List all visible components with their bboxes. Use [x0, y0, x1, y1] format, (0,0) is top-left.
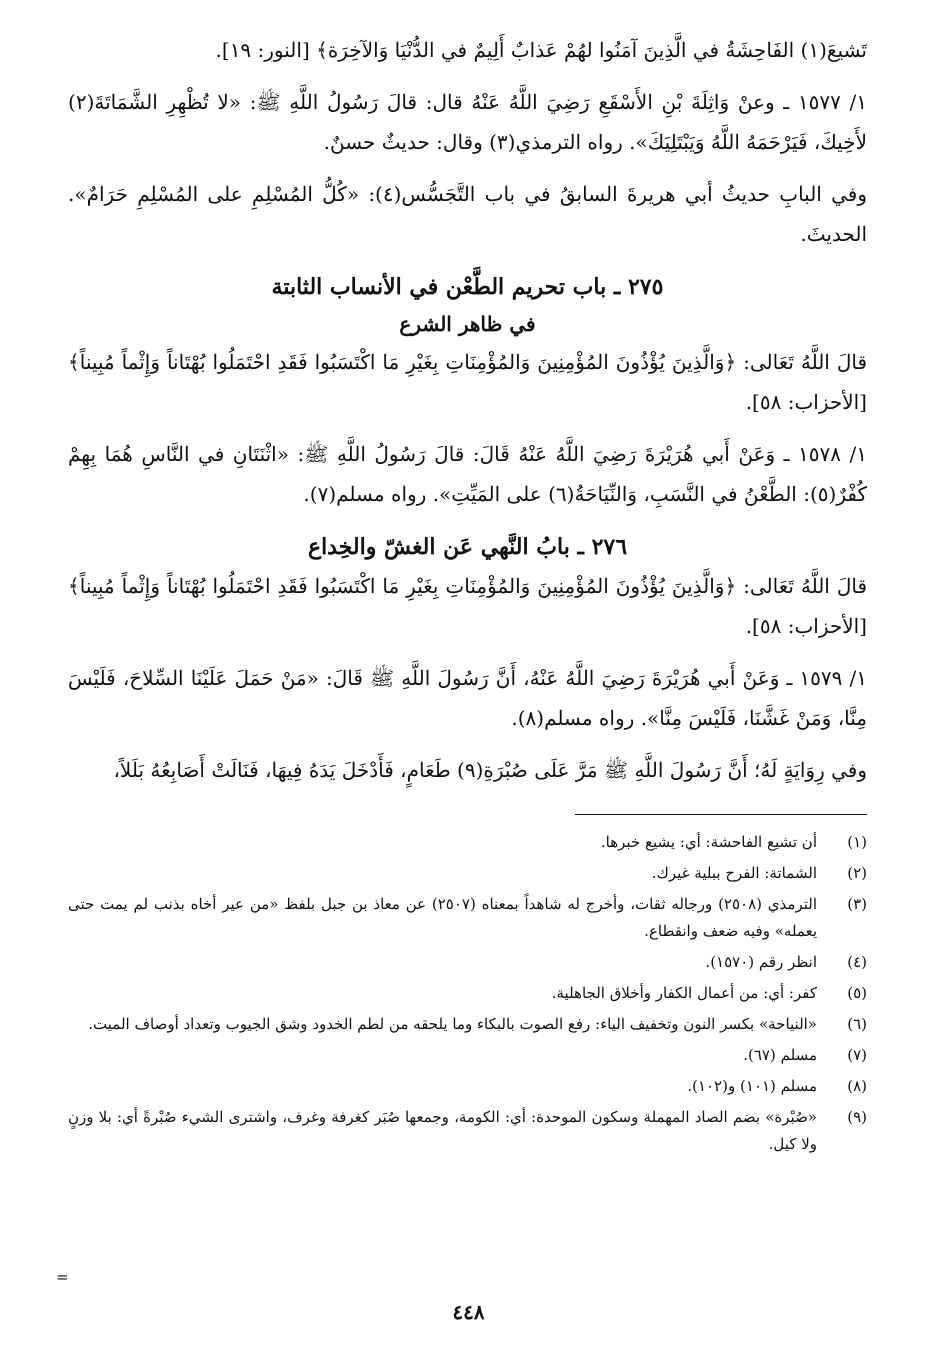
footnote — [68, 1011, 867, 1038]
section-275-subtitle: في ظاهر الشرع — [399, 312, 536, 336]
footnote-number: (٦) — [847, 1015, 867, 1033]
footnote-text: مسلم (٦٧). — [743, 1046, 817, 1064]
footnote-text: كفر: أي: من أعمال الكفار وأخلاق الجاهلية. — [551, 984, 817, 1002]
footnote-number: (٢) — [847, 864, 867, 882]
section-275-verse: قالَ اللَّهُ تَعَالى: ﴿وَالَّذِينَ يُؤْذُونَ المُؤْمِنِينَ وَالمُؤْمِنَاتِ بِغَيْرِ مَا اكْتَسَبُوا فَقَدِ احْتَمَلُوا بُهْتَاناً وَإِثْماً مُبِيناً﴾ [الأحزاب: ٥٨]. — [68, 350, 868, 414]
footnote-text: أن تشيع الفاحشة: أي: يشيع خبرها. — [600, 833, 817, 851]
hadith-1579: ١/ ١٥٧٩ ـ وَعَنْ أَبي هُرَيْرَةَ رَضِيَ اللَّهُ عَنْهُ، أَنَّ رَسُولَ اللَّهِ ﷺ قَالَ: «مَنْ حَمَلَ عَلَيْنَا السِّلاحَ، فَلَيْسَ مِنَّا، وَمَنْ غَشَّنَا، فَلَيْسَ مِنَّا». رواه مسلم(٨). — [68, 666, 867, 730]
footnote — [68, 860, 867, 887]
footnote — [68, 1104, 867, 1158]
footnote — [68, 829, 867, 856]
hadith-1577: ١/ ١٥٧٧ ـ وعنْ وَاثِلَةَ بْنِ الأَسْقَعِ رَضِيَ اللَّهُ عَنْهُ قال: قالَ رَسُولُ اللَّهِ ﷺ: «لا تُظْهِرِ الشَّمَاتَةَ(٢) لأَخِيكَ، فَيَرْحَمَهُ اللَّهُ وَيَبْتَلِيَكَ». رواه الترمذي(٣) وقال: حديثٌ حسنٌ. — [68, 90, 867, 154]
footnote-number: (٩) — [847, 1108, 867, 1126]
section-276-verse: قالَ اللَّهُ تَعَالى: ﴿وَالَّذِينَ يُؤْذُونَ المُؤْمِنِينَ وَالمُؤْمِنَاتِ بِغَيْرِ مَا اكْتَسَبُوا فَقَدِ احْتَمَلُوا بُهْتَاناً وَإِثْماً مُبِيناً﴾ [الأحزاب: ٥٨]. — [68, 574, 868, 638]
body-paragraph-1: تَشيعَ(١) الفَاحِشَةُ في الَّذِينَ آمَنُوا لهُمْ عَذابٌ أَلِيمٌ في الدُّنْيَا وَالآخِرَة﴾ [النور: ١٩]. — [215, 38, 867, 62]
body-paragraph-3: وفي البابِ حديثُ أبي هريرةَ السابقُ في باب التَّجَسُّس(٤): «كُلُّ المُسْلِمِ على المُسْلِمِ حَرَامٌ». الحديثَ. — [68, 182, 867, 246]
footnote — [68, 1073, 867, 1100]
footnote-number: (٥) — [847, 984, 867, 1002]
footnotes — [68, 829, 867, 1158]
footnote-number: (١) — [847, 833, 867, 851]
footnote-text: الترمذي (٢٥٠٨) ورجاله ثقات، وأخرج له شاهداً بمعناه (٢٥٠٧) عن معاذ بن جبل بلفظ «من عير أخاه بذنب لم يمت حتى يعمله» وفيه ضعف وانقطاع. — [68, 895, 818, 940]
footnote-text: انظر رقم (١٥٧٠). — [705, 953, 817, 971]
footnote — [68, 980, 867, 1007]
hadith-1579-variant: وفي رِوَايَةٍ لَهُ؛ أَنَّ رَسُولَ اللَّهِ ﷺ مَرَّ عَلَى صُبْرَةِ(٩) طَعَامٍ، فَأَدْخَلَ يَدَهُ فِيهَا، فَنَالَتْ أَصَابِعُهُ بَلَلاً، — [113, 758, 867, 782]
footnote-text: مسلم (١٠١) و(١٠٢). — [687, 1077, 817, 1095]
footnote-text: «صُبْرة» بضم الصاد المهملة وسكون الموحدة: أي: الكومة، وجمعها صُبَر كغرفة وغرف، واشترى الشيء صُبْرةً أي: بلا وزنٍ ولا كيل. — [68, 1108, 817, 1153]
footnote — [68, 891, 867, 945]
footnote-text: «النياحة» بكسر النون وتخفيف الياء: رفع الصوت بالبكاء وما يلحقه من لطم الخدود وشق الجيوب وتعداد أوصاف الميت. — [88, 1015, 817, 1033]
footnote-separator — [575, 814, 867, 815]
section-275-title: ٢٧٥ ـ باب تحريم الطَّعْن في الأنساب الثابتة — [271, 274, 664, 300]
footnote-text: الشماتة: الفرح ببلية غيرك. — [651, 864, 817, 882]
footnote-number: (٣) — [847, 895, 867, 913]
footnote — [68, 1042, 867, 1069]
continuation-mark: = — [56, 1268, 69, 1286]
hadith-1578: ١/ ١٥٧٨ ـ وَعَنْ أَبي هُرَيْرَةَ رَضِيَ اللَّهُ عَنْهُ قَالَ: قالَ رَسُولُ اللَّهِ ﷺ: «اثْنَتَانِ في النَّاسِ هُمَا بِهِمْ كُفْرٌ(٥): الطَّعْنُ في النَّسَبِ، وَالنِّيَاحَةُ(٦) على المَيِّتِ». رواه مسلم(٧). — [68, 442, 867, 506]
section-276-title: ٢٧٦ ـ بابُ النَّهي عَن الغشّ والخِداع — [307, 534, 628, 560]
footnote-number: (٤) — [847, 953, 867, 971]
footnote-number: (٧) — [847, 1046, 867, 1064]
page-number: ٤٤٨ — [452, 1300, 485, 1324]
footnote — [68, 949, 867, 976]
footnote-number: (٨) — [847, 1077, 867, 1095]
